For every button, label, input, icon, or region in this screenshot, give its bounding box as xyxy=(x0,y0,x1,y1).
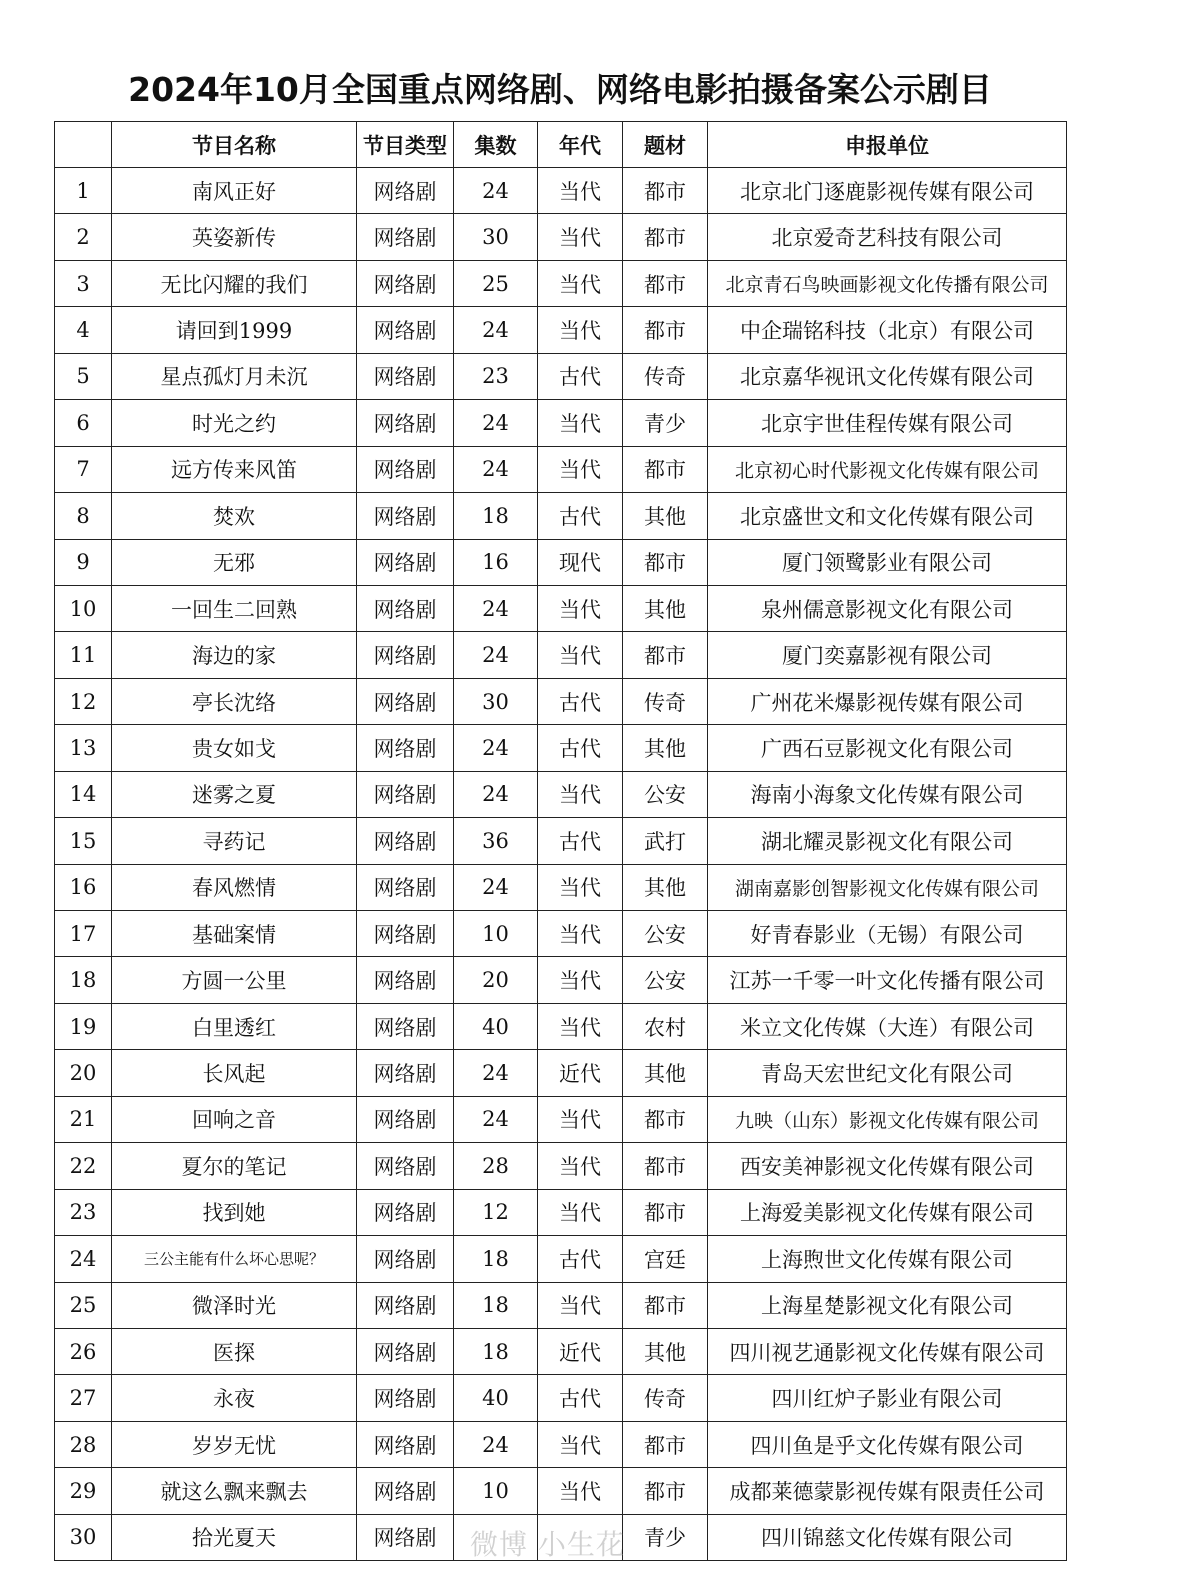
cell-episodes: 24 xyxy=(454,400,538,446)
cell-program-name: 无邪 xyxy=(112,539,357,585)
cell-genre: 都市 xyxy=(623,632,708,678)
cell-episodes: 24 xyxy=(454,307,538,353)
cell-program-type: 网络剧 xyxy=(357,446,454,492)
cell-era: 近代 xyxy=(538,1328,623,1374)
cell-era: 古代 xyxy=(538,493,623,539)
cell-index: 9 xyxy=(55,539,112,585)
cell-program-name: 找到她 xyxy=(112,1189,357,1235)
cell-genre: 宫廷 xyxy=(623,1236,708,1282)
cell-applicant-unit: 泉州儒意影视文化有限公司 xyxy=(708,585,1067,631)
cell-genre: 都市 xyxy=(623,1096,708,1142)
cell-program-type: 网络剧 xyxy=(357,1375,454,1421)
cell-program-type: 网络剧 xyxy=(357,353,454,399)
cell-episodes: 30 xyxy=(454,678,538,724)
cell-applicant-unit: 四川视艺通影视文化传媒有限公司 xyxy=(708,1328,1067,1374)
cell-era: 当代 xyxy=(538,1096,623,1142)
cell-index: 3 xyxy=(55,260,112,306)
cell-era: 当代 xyxy=(538,446,623,492)
header-row xyxy=(55,122,1067,168)
cell-episodes: 10 xyxy=(454,911,538,957)
table-row xyxy=(55,260,1067,306)
cell-era: 当代 xyxy=(538,400,623,446)
cell-program-name: 微泽时光 xyxy=(112,1282,357,1328)
cell-applicant-unit: 广州花米爆影视传媒有限公司 xyxy=(708,678,1067,724)
cell-program-name: 夏尔的笔记 xyxy=(112,1143,357,1189)
cell-era: 当代 xyxy=(538,864,623,910)
cell-program-name: 英姿新传 xyxy=(112,214,357,260)
cell-applicant-unit: 米立文化传媒（大连）有限公司 xyxy=(708,1003,1067,1049)
table-row xyxy=(55,1096,1067,1142)
table-row xyxy=(55,307,1067,353)
table-row xyxy=(55,957,1067,1003)
cell-episodes: 36 xyxy=(454,818,538,864)
cell-genre: 都市 xyxy=(623,446,708,492)
cell-program-name: 长风起 xyxy=(112,1050,357,1096)
cell-program-name: 请回到1999 xyxy=(112,307,357,353)
table-row xyxy=(55,353,1067,399)
cell-applicant-unit: 海南小海象文化传媒有限公司 xyxy=(708,771,1067,817)
cell-genre: 其他 xyxy=(623,493,708,539)
cell-applicant-unit: 四川红炉子影业有限公司 xyxy=(708,1375,1067,1421)
cell-applicant-unit: 北京盛世文和文化传媒有限公司 xyxy=(708,493,1067,539)
cell-program-type: 网络剧 xyxy=(357,1003,454,1049)
cell-program-type: 网络剧 xyxy=(357,585,454,631)
cell-era: 古代 xyxy=(538,353,623,399)
cell-episodes: 18 xyxy=(454,1328,538,1374)
cell-program-type: 网络剧 xyxy=(357,1143,454,1189)
cell-episodes: 23 xyxy=(454,353,538,399)
cell-genre: 都市 xyxy=(623,214,708,260)
cell-program-type: 网络剧 xyxy=(357,1096,454,1142)
cell-program-name: 寻药记 xyxy=(112,818,357,864)
cell-program-name: 拾光夏天 xyxy=(112,1514,357,1560)
cell-program-type: 网络剧 xyxy=(357,1282,454,1328)
table-row xyxy=(55,911,1067,957)
table-row xyxy=(55,400,1067,446)
cell-applicant-unit: 上海煦世文化传媒有限公司 xyxy=(708,1236,1067,1282)
cell-index: 24 xyxy=(55,1236,112,1282)
cell-program-name: 焚欢 xyxy=(112,493,357,539)
cell-era: 当代 xyxy=(538,585,623,631)
cell-program-name: 亭长沈络 xyxy=(112,678,357,724)
cell-era: 古代 xyxy=(538,725,623,771)
cell-genre: 公安 xyxy=(623,771,708,817)
cell-index: 6 xyxy=(55,400,112,446)
cell-episodes: 24 xyxy=(454,446,538,492)
cell-applicant-unit: 成都莱德蒙影视传媒有限责任公司 xyxy=(708,1468,1067,1514)
cell-program-name: 永夜 xyxy=(112,1375,357,1421)
cell-applicant-unit: 湖南嘉影创智影视文化传媒有限公司 xyxy=(708,864,1067,910)
cell-episodes: 24 xyxy=(454,632,538,678)
cell-episodes: 16 xyxy=(454,539,538,585)
cell-program-name: 春风燃情 xyxy=(112,864,357,910)
cell-era: 当代 xyxy=(538,214,623,260)
cell-episodes: 18 xyxy=(454,1282,538,1328)
cell-applicant-unit: 中企瑞铭科技（北京）有限公司 xyxy=(708,307,1067,353)
cell-program-name: 南风正好 xyxy=(112,168,357,214)
cell-era: 当代 xyxy=(538,1468,623,1514)
cell-index: 22 xyxy=(55,1143,112,1189)
cell-index: 17 xyxy=(55,911,112,957)
cell-episodes: 20 xyxy=(454,957,538,1003)
cell-episodes: 24 xyxy=(454,585,538,631)
cell-episodes: 24 xyxy=(454,168,538,214)
cell-index: 28 xyxy=(55,1421,112,1467)
cell-program-name: 无比闪耀的我们 xyxy=(112,260,357,306)
cell-program-type: 网络剧 xyxy=(357,307,454,353)
cell-episodes: 18 xyxy=(454,1236,538,1282)
cell-genre: 都市 xyxy=(623,1143,708,1189)
cell-applicant-unit: 四川鱼是乎文化传媒有限公司 xyxy=(708,1421,1067,1467)
cell-index: 14 xyxy=(55,771,112,817)
cell-genre: 武打 xyxy=(623,818,708,864)
cell-episodes: 28 xyxy=(454,1143,538,1189)
header-genre: 题材 xyxy=(623,122,708,168)
cell-episodes: 24 xyxy=(454,725,538,771)
cell-index: 11 xyxy=(55,632,112,678)
header-era: 年代 xyxy=(538,122,623,168)
cell-program-name: 远方传来风笛 xyxy=(112,446,357,492)
cell-genre: 都市 xyxy=(623,1189,708,1235)
table-row xyxy=(55,585,1067,631)
cell-program-type: 网络剧 xyxy=(357,678,454,724)
cell-genre: 传奇 xyxy=(623,678,708,724)
table-row xyxy=(55,168,1067,214)
cell-genre: 传奇 xyxy=(623,1375,708,1421)
cell-applicant-unit: 北京宇世佳程传媒有限公司 xyxy=(708,400,1067,446)
header-index xyxy=(55,122,112,168)
table-row xyxy=(55,1421,1067,1467)
cell-index: 29 xyxy=(55,1468,112,1514)
cell-applicant-unit: 厦门领鹭影业有限公司 xyxy=(708,539,1067,585)
cell-applicant-unit: 湖北耀灵影视文化有限公司 xyxy=(708,818,1067,864)
table-row xyxy=(55,1236,1067,1282)
cell-index: 26 xyxy=(55,1328,112,1374)
cell-index: 15 xyxy=(55,818,112,864)
table-row xyxy=(55,1282,1067,1328)
cell-program-type: 网络剧 xyxy=(357,725,454,771)
cell-era: 古代 xyxy=(538,818,623,864)
cell-genre: 青少 xyxy=(623,1514,708,1560)
cell-index: 4 xyxy=(55,307,112,353)
table-row xyxy=(55,1003,1067,1049)
cell-genre: 其他 xyxy=(623,725,708,771)
cell-applicant-unit: 西安美神影视文化传媒有限公司 xyxy=(708,1143,1067,1189)
cell-episodes: 24 xyxy=(454,1421,538,1467)
cell-applicant-unit: 上海爱美影视文化传媒有限公司 xyxy=(708,1189,1067,1235)
cell-era: 当代 xyxy=(538,1189,623,1235)
cell-applicant-unit: 广西石豆影视文化有限公司 xyxy=(708,725,1067,771)
cell-era: 当代 xyxy=(538,307,623,353)
cell-era: 古代 xyxy=(538,678,623,724)
cell-era: 近代 xyxy=(538,1050,623,1096)
cell-genre: 都市 xyxy=(623,1468,708,1514)
cell-genre: 其他 xyxy=(623,864,708,910)
cell-genre: 其他 xyxy=(623,1328,708,1374)
cell-program-type: 网络剧 xyxy=(357,539,454,585)
cell-index: 10 xyxy=(55,585,112,631)
cell-program-type: 网络剧 xyxy=(357,214,454,260)
cell-program-name: 就这么飘来飘去 xyxy=(112,1468,357,1514)
cell-program-name: 基础案情 xyxy=(112,911,357,957)
cell-era: 当代 xyxy=(538,168,623,214)
table-row xyxy=(55,539,1067,585)
cell-era: 当代 xyxy=(538,632,623,678)
cell-episodes: 24 xyxy=(454,864,538,910)
cell-applicant-unit: 厦门奕嘉影视有限公司 xyxy=(708,632,1067,678)
cell-index: 23 xyxy=(55,1189,112,1235)
cell-index: 12 xyxy=(55,678,112,724)
cell-index: 27 xyxy=(55,1375,112,1421)
table-row xyxy=(55,1375,1067,1421)
table-row xyxy=(55,446,1067,492)
cell-program-type: 网络剧 xyxy=(357,771,454,817)
cell-genre: 公安 xyxy=(623,911,708,957)
cell-program-name: 一回生二回熟 xyxy=(112,585,357,631)
cell-program-name: 贵女如戈 xyxy=(112,725,357,771)
table-row xyxy=(55,493,1067,539)
cell-program-name: 时光之约 xyxy=(112,400,357,446)
cell-era: 当代 xyxy=(538,957,623,1003)
filing-table xyxy=(54,121,1067,1561)
cell-genre: 都市 xyxy=(623,260,708,306)
cell-program-type: 网络剧 xyxy=(357,1236,454,1282)
cell-episodes: 40 xyxy=(454,1003,538,1049)
table-row xyxy=(55,1468,1067,1514)
cell-episodes: 25 xyxy=(454,260,538,306)
cell-genre: 都市 xyxy=(623,539,708,585)
cell-program-type: 网络剧 xyxy=(357,1189,454,1235)
table-row xyxy=(55,214,1067,260)
table-row xyxy=(55,632,1067,678)
cell-program-type: 网络剧 xyxy=(357,911,454,957)
cell-genre: 都市 xyxy=(623,168,708,214)
watermark-text: 微博 小生花 xyxy=(470,1528,625,1561)
cell-applicant-unit: 北京初心时代影视文化传媒有限公司 xyxy=(708,446,1067,492)
cell-program-name: 医探 xyxy=(112,1328,357,1374)
cell-program-type: 网络剧 xyxy=(357,1328,454,1374)
cell-era: 当代 xyxy=(538,260,623,306)
cell-genre: 都市 xyxy=(623,1282,708,1328)
cell-genre: 公安 xyxy=(623,957,708,1003)
cell-era: 现代 xyxy=(538,539,623,585)
cell-genre: 农村 xyxy=(623,1003,708,1049)
cell-genre: 都市 xyxy=(623,1421,708,1467)
cell-genre: 其他 xyxy=(623,585,708,631)
cell-program-name: 方圆一公里 xyxy=(112,957,357,1003)
cell-program-name: 海边的家 xyxy=(112,632,357,678)
cell-index: 13 xyxy=(55,725,112,771)
cell-episodes: 12 xyxy=(454,1189,538,1235)
cell-program-name: 星点孤灯月未沉 xyxy=(112,353,357,399)
header-type: 节目类型 xyxy=(357,122,454,168)
cell-index: 30 xyxy=(55,1514,112,1560)
cell-episodes: 24 xyxy=(454,1050,538,1096)
cell-genre: 其他 xyxy=(623,1050,708,1096)
cell-program-name: 三公主能有什么坏心思呢？ xyxy=(112,1236,357,1282)
cell-index: 19 xyxy=(55,1003,112,1049)
cell-episodes: 10 xyxy=(454,1468,538,1514)
table-row xyxy=(55,818,1067,864)
table-row xyxy=(55,1328,1067,1374)
cell-episodes: 24 xyxy=(454,771,538,817)
cell-program-type: 网络剧 xyxy=(357,1468,454,1514)
cell-era: 当代 xyxy=(538,1282,623,1328)
cell-genre: 青少 xyxy=(623,400,708,446)
cell-program-type: 网络剧 xyxy=(357,1514,454,1560)
cell-program-name: 岁岁无忧 xyxy=(112,1421,357,1467)
cell-era: 古代 xyxy=(538,1236,623,1282)
table-row xyxy=(55,1050,1067,1096)
cell-program-type: 网络剧 xyxy=(357,818,454,864)
cell-program-type: 网络剧 xyxy=(357,957,454,1003)
cell-index: 25 xyxy=(55,1282,112,1328)
cell-era: 当代 xyxy=(538,1003,623,1049)
cell-era: 当代 xyxy=(538,911,623,957)
table-row xyxy=(55,1143,1067,1189)
cell-genre: 都市 xyxy=(623,307,708,353)
cell-program-type: 网络剧 xyxy=(357,632,454,678)
table-row xyxy=(55,1189,1067,1235)
cell-genre: 传奇 xyxy=(623,353,708,399)
table-row xyxy=(55,678,1067,724)
cell-program-type: 网络剧 xyxy=(357,1421,454,1467)
cell-index: 2 xyxy=(55,214,112,260)
header-name: 节目名称 xyxy=(112,122,357,168)
cell-index: 7 xyxy=(55,446,112,492)
table-row xyxy=(55,725,1067,771)
cell-era: 当代 xyxy=(538,771,623,817)
cell-episodes: 24 xyxy=(454,1096,538,1142)
cell-index: 5 xyxy=(55,353,112,399)
cell-applicant-unit: 四川锦慈文化传媒有限公司 xyxy=(708,1514,1067,1560)
cell-applicant-unit: 北京北门逐鹿影视传媒有限公司 xyxy=(708,168,1067,214)
page-title: 2024年10月全国重点网络剧、网络电影拍摄备案公示剧目 xyxy=(128,70,992,109)
cell-program-name: 回响之音 xyxy=(112,1096,357,1142)
cell-index: 1 xyxy=(55,168,112,214)
cell-era: 当代 xyxy=(538,1421,623,1467)
cell-applicant-unit: 好青春影业（无锡）有限公司 xyxy=(708,911,1067,957)
cell-era: 当代 xyxy=(538,1143,623,1189)
cell-applicant-unit: 上海星楚影视文化有限公司 xyxy=(708,1282,1067,1328)
cell-applicant-unit: 北京爱奇艺科技有限公司 xyxy=(708,214,1067,260)
cell-index: 18 xyxy=(55,957,112,1003)
cell-episodes: 40 xyxy=(454,1375,538,1421)
cell-program-type: 网络剧 xyxy=(357,168,454,214)
cell-program-type: 网络剧 xyxy=(357,400,454,446)
cell-program-type: 网络剧 xyxy=(357,260,454,306)
cell-index: 20 xyxy=(55,1050,112,1096)
cell-program-type: 网络剧 xyxy=(357,1050,454,1096)
cell-episodes: 30 xyxy=(454,214,538,260)
cell-applicant-unit: 青岛天宏世纪文化有限公司 xyxy=(708,1050,1067,1096)
cell-applicant-unit: 九映（山东）影视文化传媒有限公司 xyxy=(708,1096,1067,1142)
cell-era: 古代 xyxy=(538,1375,623,1421)
cell-index: 8 xyxy=(55,493,112,539)
cell-index: 21 xyxy=(55,1096,112,1142)
cell-applicant-unit: 江苏一千零一叶文化传播有限公司 xyxy=(708,957,1067,1003)
header-unit: 申报单位 xyxy=(708,122,1067,168)
table-row xyxy=(55,864,1067,910)
cell-episodes: 18 xyxy=(454,493,538,539)
cell-applicant-unit: 北京青石鸟映画影视文化传播有限公司 xyxy=(708,260,1067,306)
cell-index: 16 xyxy=(55,864,112,910)
cell-program-type: 网络剧 xyxy=(357,493,454,539)
cell-program-name: 白里透红 xyxy=(112,1003,357,1049)
header-episodes: 集数 xyxy=(454,122,538,168)
cell-applicant-unit: 北京嘉华视讯文化传媒有限公司 xyxy=(708,353,1067,399)
cell-program-type: 网络剧 xyxy=(357,864,454,910)
table-row xyxy=(55,771,1067,817)
cell-program-name: 迷雾之夏 xyxy=(112,771,357,817)
